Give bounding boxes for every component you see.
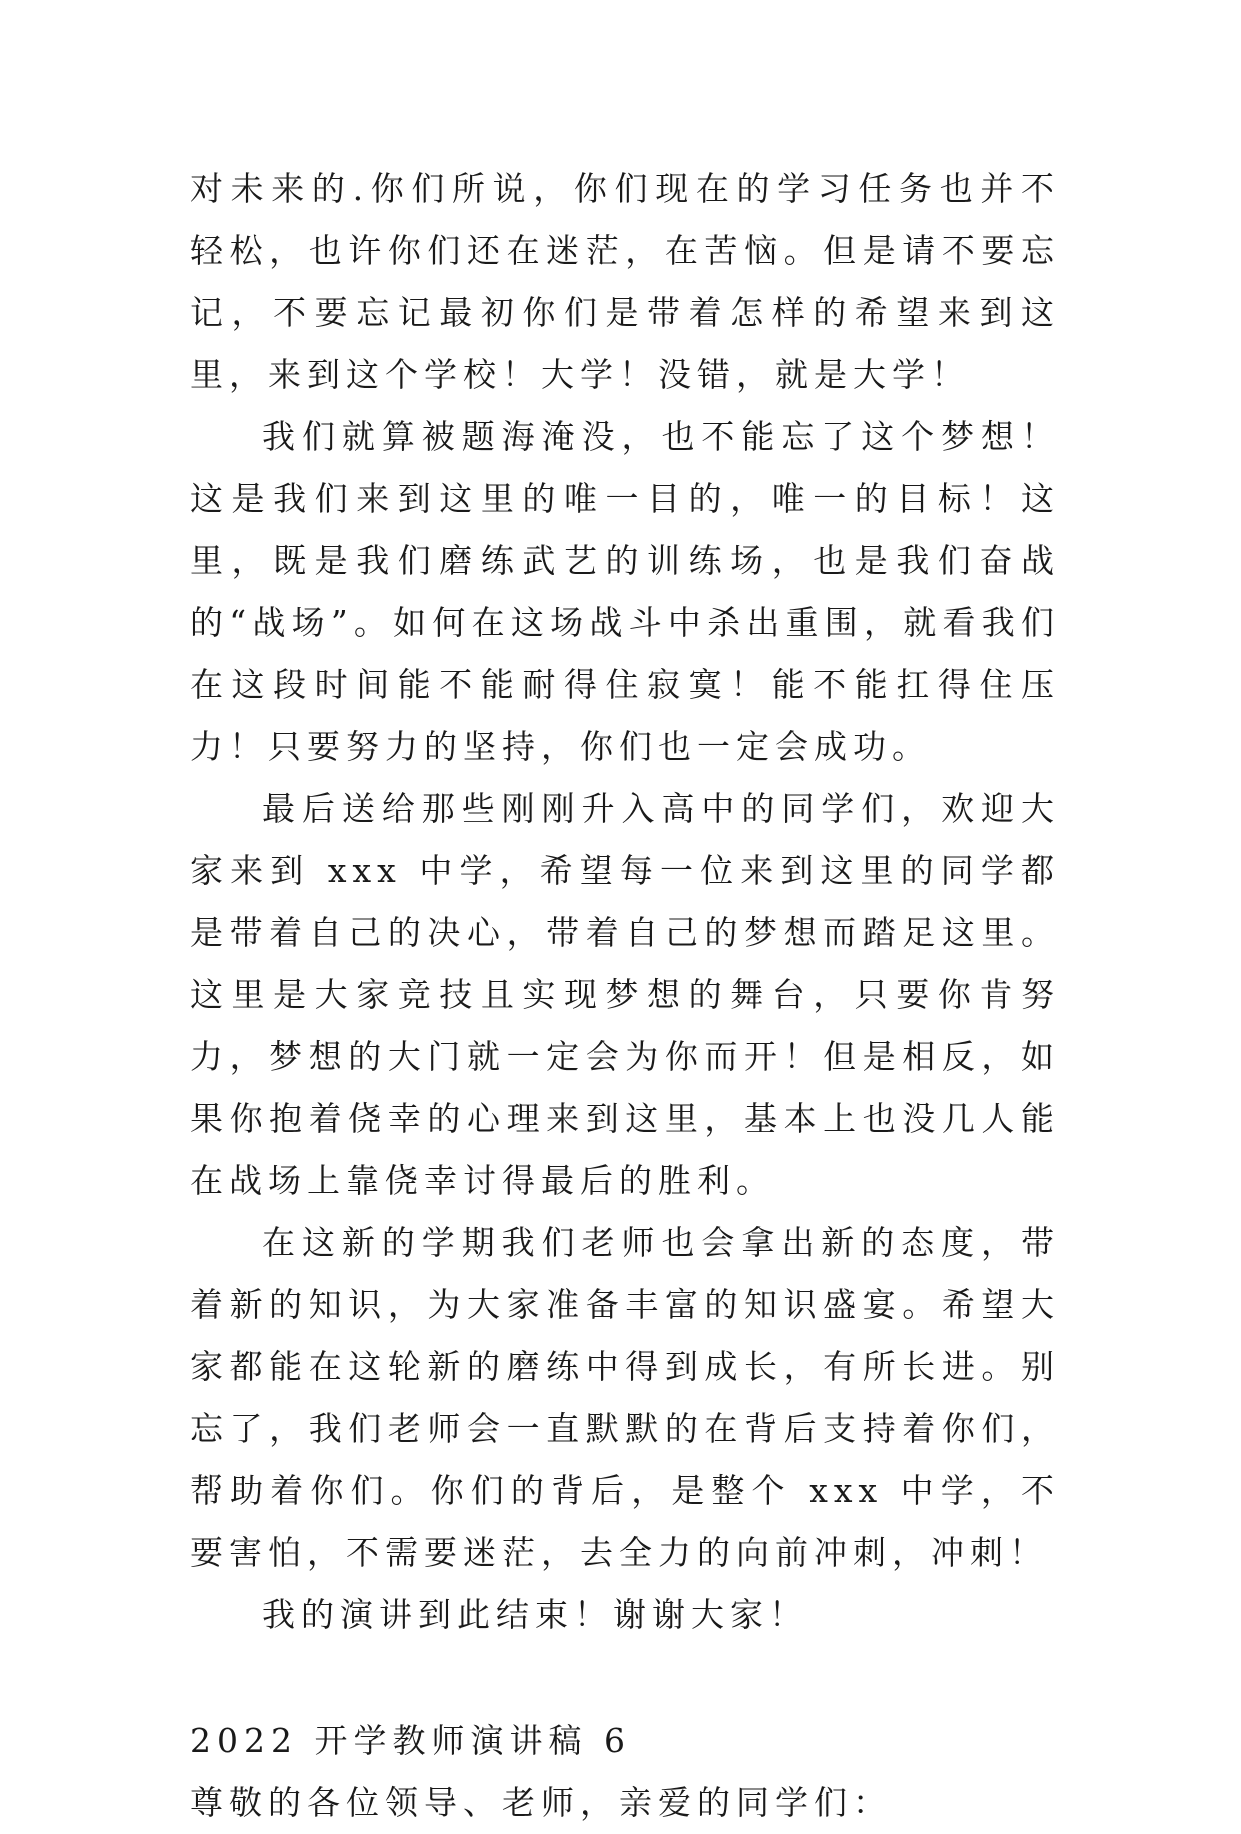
paragraph-3: 最后送给那些刚刚升入高中的同学们，欢迎大家来到 xxx 中学，希望每一位来到这里的同学都是带着自己的决心，带着自己的梦想而踏足这里。这里是大家竞技且实现梦想的舞台，只要你肯努力，梦想的大门就一定会为你而开！但是相反，如果你抱着侥幸的心理来到这里，基本上也没几人能在战场上靠侥幸讨得最后的胜利。: [190, 789, 1060, 1200]
salutation: 尊敬的各位领导、老师，亲爱的同学们：: [190, 1783, 892, 1822]
paragraph-2: 我们就算被题海淹没，也不能忘了这个梦想！这是我们来到这里的唯一目的，唯一的目标！这里，既是我们磨练武艺的训练场，也是我们奋战的“战场”。如何在这场战斗中杀出重围，就看我们在这段时间能不能耐得住寂寞！能不能扛得住压力！只要努力的坚持，你们也一定会成功。: [190, 417, 1060, 766]
document-body: [190, 158, 1060, 1834]
section-title: 2022 开学教师演讲稿 6: [190, 1721, 631, 1760]
paragraph-5: 我的演讲到此结束！谢谢大家！: [262, 1595, 808, 1634]
paragraph-4: 在这新的学期我们老师也会拿出新的态度，带着新的知识，为大家准备丰富的知识盛宴。希望大家都能在这轮新的磨练中得到成长，有所长进。别忘了，我们老师会一直默默的在背后支持着你们，帮助着你们。你们的背后，是整个 xxx 中学，不要害怕，不需要迷茫，去全力的向前冲刺，冲刺！: [190, 1223, 1060, 1572]
paragraph-1: 对未来的.你们所说，你们现在的学习任务也并不轻松，也许你们还在迷茫，在苦恼。但是请不要忘记，不要忘记最初你们是带着怎样的希望来到这里，来到这个学校！大学！没错，就是大学！: [190, 169, 1060, 394]
